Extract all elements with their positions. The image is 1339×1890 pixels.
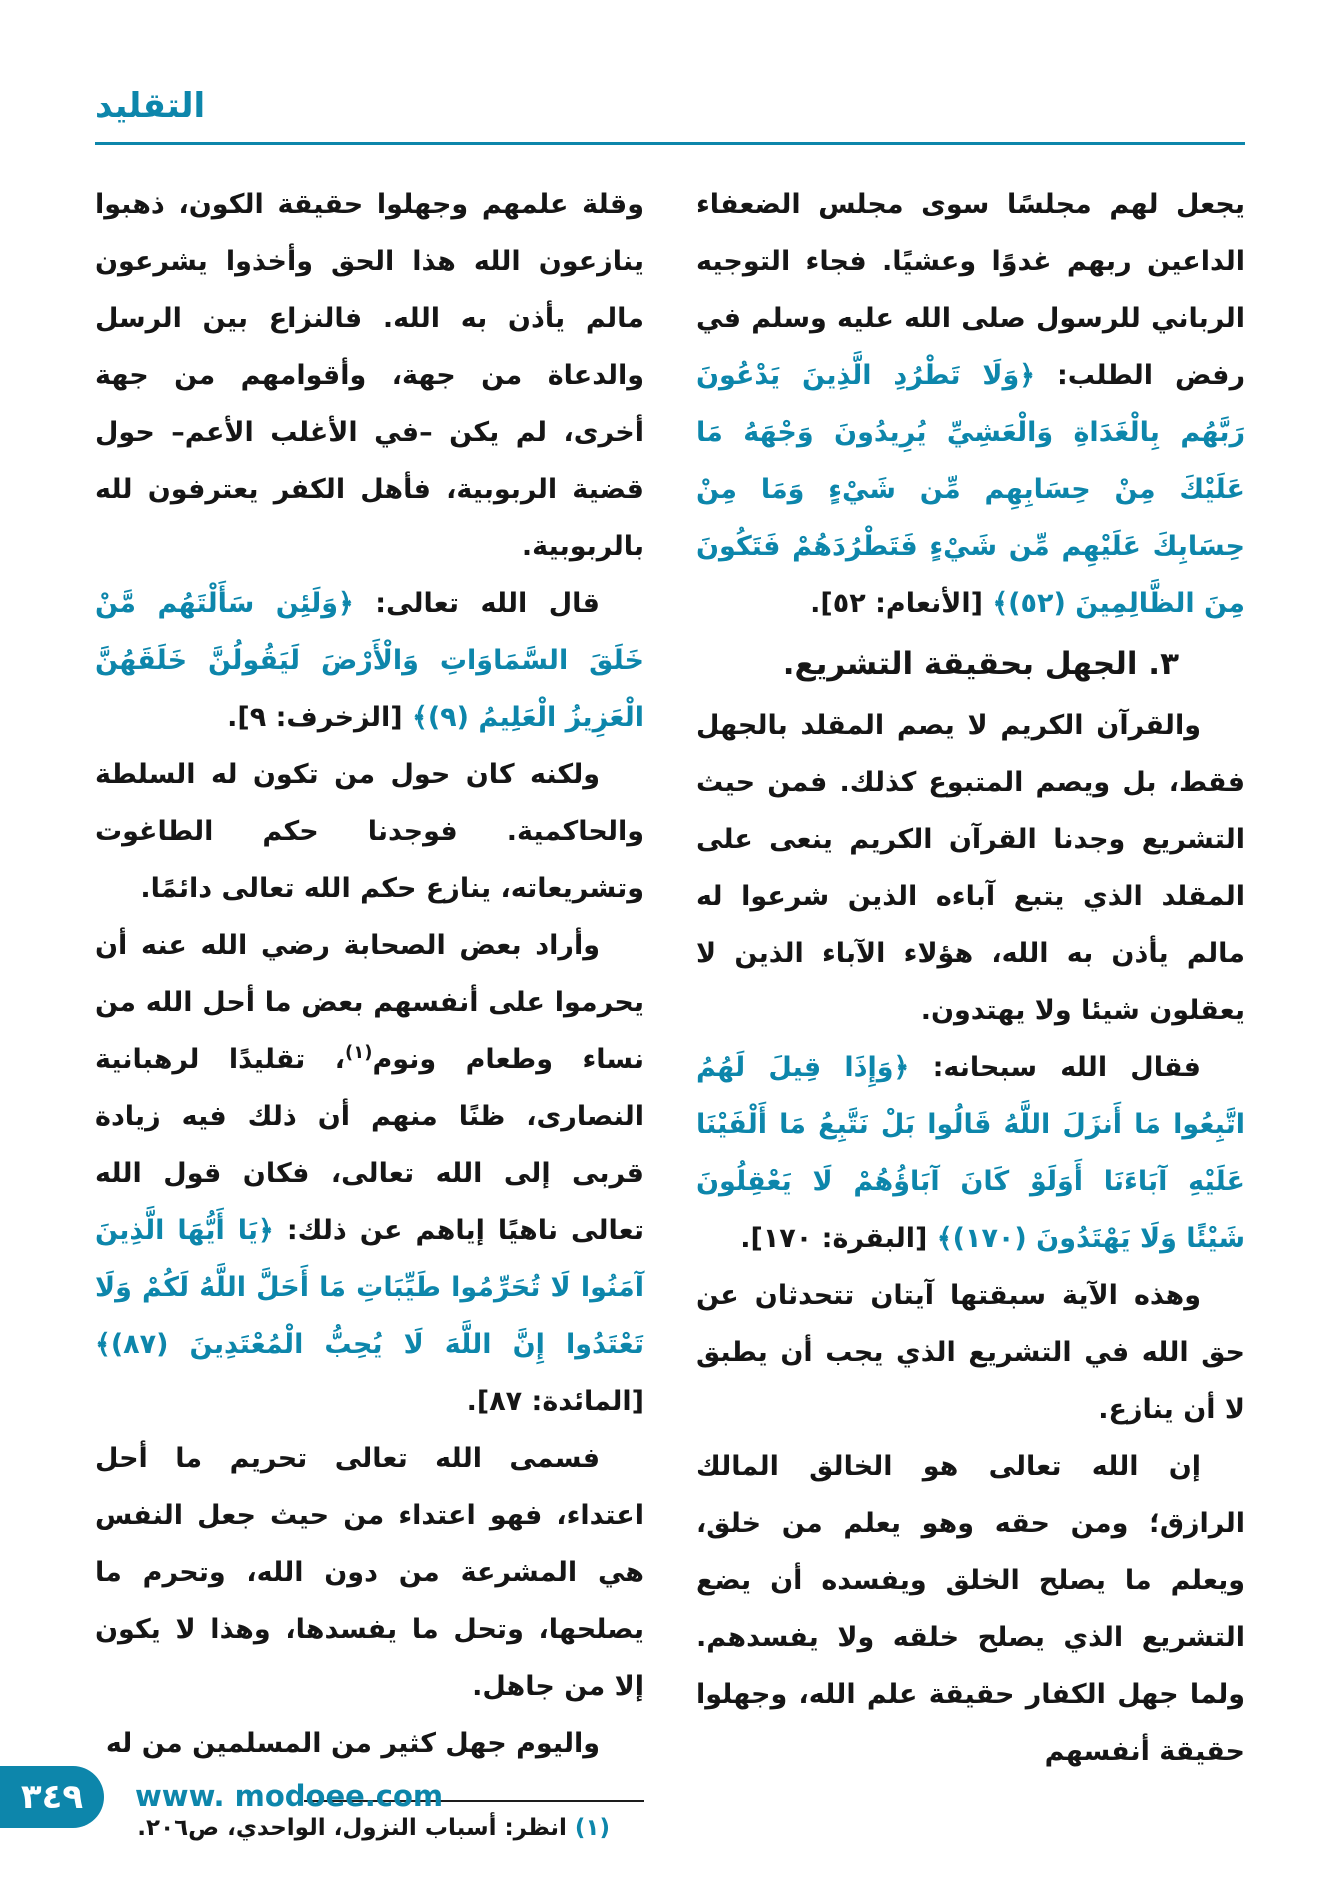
paragraph [95, 746, 644, 917]
footnote-marker: (١) [345, 1042, 373, 1063]
section-heading [696, 636, 1245, 693]
body-text: ولكنه كان حول من تكون له السلطة والحاكمية. فوجدنا حكم الطاغوت وتشريعاته، ينازع حكم الله تعالى دائمًا. [95, 759, 644, 904]
page-number: ٣٤٩ [20, 1777, 84, 1817]
text-column-left [95, 176, 644, 1841]
body-text: إن الله تعالى هو الخالق المالك الرازق؛ ومن حقه وهو يعلم من خلق، ويعلم ما يصلح الخلق ويفسده أن يضع التشريع الذي يصلح خلقه ولا يفسدهم. ولما جهل الكفار حقيقة علم الله، وجهلوا حقيقة أنفسهم [696, 1451, 1245, 1767]
body-text: واليوم جهل كثير من المسلمين من له [105, 1728, 600, 1759]
paragraph [696, 1039, 1245, 1267]
quran-verse: ﴿وَلَئِن سَأَلْتَهُم مَّنْ خَلَقَ السَّمَاوَاتِ وَالْأَرْضَ لَيَقُولُنَّ خَلَقَهُنَّ الْعَزِيزُ الْعَلِيمُ (٩)﴾ [95, 588, 644, 733]
body-text: وأراد بعض الصحابة رضي الله عنه أن يحرموا على أنفسهم بعض ما أحل الله من نساء وطعام ونوم [95, 930, 644, 1075]
page-number-badge [0, 1766, 104, 1828]
header-divider-rule [95, 142, 1245, 145]
website-url: www. modoee.com [135, 1779, 444, 1813]
body-text: فقال الله سبحانه: [909, 1052, 1201, 1083]
paragraph [696, 176, 1245, 632]
footnote-number: (١) [574, 1815, 610, 1841]
body-text: وقلة علمهم وجهلوا حقيقة الكون، ذهبوا ينازعون الله هذا الحق وأخذوا يشرعون مالم يأذن به الله. فالنزاع بين الرسل والدعاة من جهة، وأقوامهم من جهة أخرى، لم يكن –في الأغلب الأعم– حول قضية الربوبية، فأهل الكفر يعترفون لله بالربوبية. [95, 189, 644, 562]
text-column-right [696, 176, 1245, 1816]
paragraph [696, 697, 1245, 1039]
footnote-text: انظر: أسباب النزول، الواحدي، ص٢٠٦. [137, 1815, 575, 1841]
footnote [95, 1808, 644, 1848]
paragraph [696, 1438, 1245, 1780]
paragraph [95, 917, 644, 1430]
quran-verse: ﴿وَلَا تَطْرُدِ الَّذِينَ يَدْعُونَ رَبَّهُم بِالْغَدَاةِ وَالْعَشِيِّ يُرِيدُونَ وَجْهَهُ مَا عَلَيْكَ مِنْ حِسَابِهِم مِّن شَيْءٍ وَمَا مِنْ حِسَابِكَ عَلَيْهِم مِّن شَيْءٍ فَتَطْرُدَهُمْ فَتَكُونَ مِنَ الظَّالِمِينَ (٥٢)﴾ [696, 360, 1245, 619]
body-text: ، تقليدًا لرهبانية النصارى، ظنًا منهم أن ذلك فيه زيادة قربى إلى الله تعالى، فكان قول الله تعالى ناهيًا إياهم عن ذلك: [95, 1044, 644, 1246]
quran-verse: ﴿يَا أَيُّهَا الَّذِينَ آمَنُوا لَا تُحَرِّمُوا طَيِّبَاتِ مَا أَحَلَّ اللَّهُ لَكُمْ وَلَا تَعْتَدُوا إِنَّ اللَّهَ لَا يُحِبُّ الْمُعْتَدِينَ (٨٧)﴾ [95, 1215, 644, 1360]
verse-reference: [المائدة: ٨٧]. [466, 1386, 644, 1417]
body-text: ٣. الجهل بحقيقة التشريع. [782, 646, 1179, 682]
body-text: والقرآن الكريم لا يصم المقلد بالجهل فقط، بل ويصم المتبوع كذلك. فمن حيث التشريع وجدنا القرآن الكريم ينعى على المقلد الذي يتبع آباءه الذين شرعوا له مالم يأذن به الله، هؤلاء الآباء الذين لا يعقلون شيئا ولا يهتدون. [696, 710, 1245, 1026]
paragraph [95, 575, 644, 746]
verse-reference: [البقرة: ١٧٠]. [740, 1223, 928, 1254]
paragraph [95, 1430, 644, 1715]
quran-verse: ﴿وَإِذَا قِيلَ لَهُمُ اتَّبِعُوا مَا أَنزَلَ اللَّهُ قَالُوا بَلْ نَتَّبِعُ مَا أَلْفَيْنَا عَلَيْهِ آبَاءَنَا أَوَلَوْ كَانَ آبَاؤُهُمْ لَا يَعْقِلُونَ شَيْئًا وَلَا يَهْتَدُونَ (١٧٠)﴾ [696, 1052, 1245, 1254]
verse-reference: [الأنعام: ٥٢]. [810, 588, 983, 619]
body-text: قال الله تعالى: [353, 588, 600, 619]
paragraph [95, 1715, 644, 1772]
verse-reference: [الزخرف: ٩]. [227, 702, 403, 733]
body-text: وهذه الآية سبقتها آيتان تتحدثان عن حق الله في التشريع الذي يجب أن يطبق لا أن ينازع. [696, 1280, 1245, 1425]
paragraph [696, 1267, 1245, 1438]
page-header-title: التقليد [95, 86, 206, 126]
text-columns [95, 176, 1246, 1841]
body-text: فسمى الله تعالى تحريم ما أحل اعتداء، فهو اعتداء من حيث جعل النفس هي المشرعة من دون الله، وتحرم ما يصلحها، وتحل ما يفسدها، وهذا لا يكون إلا من جاهل. [95, 1443, 644, 1702]
body-text: يجعل لهم مجلسًا سوى مجلس الضعفاء الداعين ربهم غدوًا وعشيًا. فجاء التوجيه الرباني للرسول صلى الله عليه وسلم في رفض الطلب: [696, 189, 1246, 391]
paragraph [95, 176, 644, 575]
